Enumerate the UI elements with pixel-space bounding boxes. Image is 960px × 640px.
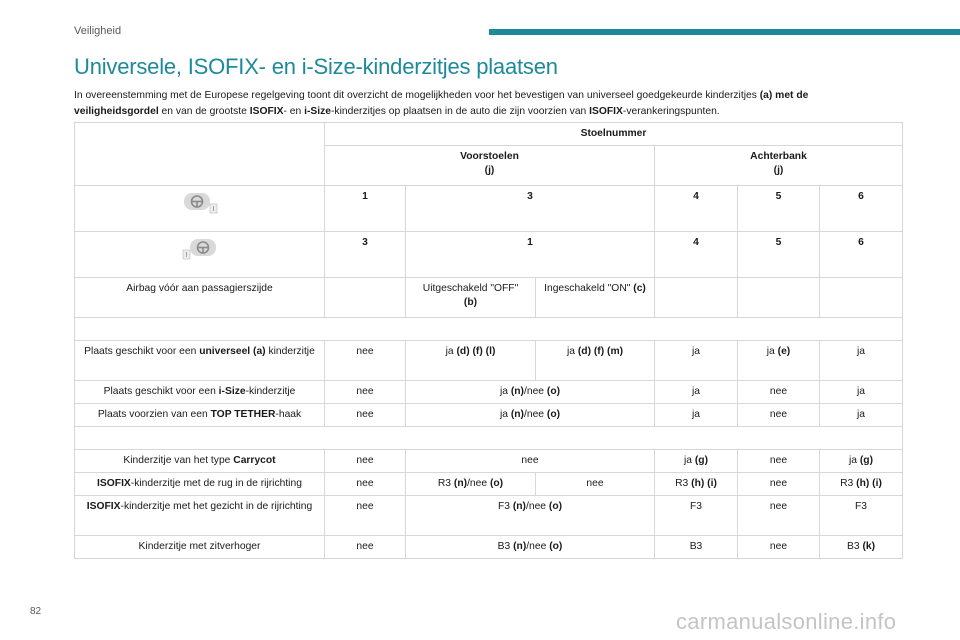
row-label	[75, 496, 325, 536]
front-seats-note: (j)	[484, 165, 495, 176]
intro-bold: i-Size	[304, 106, 331, 117]
cell-note: (n)	[512, 501, 526, 512]
watermark: carmanualsonline.info	[676, 609, 897, 634]
cell-value: /nee	[523, 409, 547, 420]
table-cell	[738, 341, 820, 381]
table-cell	[325, 278, 406, 318]
table-cell	[406, 536, 655, 559]
row-label-text: -kinderzitje	[245, 386, 296, 397]
row-label	[75, 341, 325, 381]
front-seats-header	[325, 146, 655, 186]
front-seats-label: Voorstoelen	[460, 151, 519, 162]
car-seat-left-icon	[182, 192, 218, 214]
row-label-text: -kinderzitje met de rug in de rijrichting	[130, 478, 302, 489]
table-cell: nee	[325, 341, 406, 381]
cell-value: ja	[683, 455, 695, 466]
row-label	[75, 404, 325, 427]
table-cell	[406, 404, 655, 427]
table-cell: F3	[820, 496, 903, 536]
airbag-on-note: (c)	[633, 283, 646, 294]
cell-note: (n)	[453, 478, 468, 489]
cell-note: (o)	[546, 409, 561, 420]
cell-note: (k)	[862, 541, 876, 552]
airbag-on-label: Ingeschakeld "ON"	[544, 283, 631, 294]
airbag-off-label: Uitgeschakeld "OFF"	[422, 283, 519, 294]
page-title: Universele, ISOFIX- en i-Size-kinderzitjes plaatsen	[74, 54, 558, 79]
cell-note: (d) (f) (m)	[577, 346, 624, 357]
config-icon-cell	[75, 232, 325, 278]
table-cell: ja	[820, 404, 903, 427]
section-label: Veiligheid	[74, 25, 122, 37]
table-cell	[406, 381, 655, 404]
row-label	[75, 473, 325, 496]
row-label-text: -haak	[275, 409, 302, 420]
table-cell	[536, 341, 655, 381]
airbag-off-note: (b)	[463, 297, 478, 308]
cell-value: F3	[497, 501, 513, 512]
seat-number: 4	[655, 186, 738, 232]
table-cell	[406, 341, 536, 381]
intro-text: -verankeringspunten.	[622, 106, 720, 117]
rear-bench-header	[655, 146, 903, 186]
cell-value: R3	[437, 478, 454, 489]
table-cell: nee	[325, 404, 406, 427]
table-cell: nee	[325, 536, 406, 559]
table-row	[75, 278, 903, 318]
airbag-off-cell	[406, 278, 536, 318]
table-row	[75, 381, 903, 404]
table-cell: nee	[325, 473, 406, 496]
table-cell	[820, 536, 903, 559]
intro-bold: ISOFIX	[249, 106, 284, 117]
table-cell: nee	[536, 473, 655, 496]
row-label-bold: i-Size	[218, 386, 246, 397]
seat-number-header: Stoelnummer	[325, 123, 903, 146]
table-cell: nee	[738, 450, 820, 473]
cell-value: ja	[499, 409, 511, 420]
table-row	[75, 232, 903, 278]
table-row	[75, 404, 903, 427]
row-label: Kinderzitje met zitverhoger	[75, 536, 325, 559]
table-separator	[75, 318, 903, 341]
separator-cell	[75, 427, 903, 450]
table-cell: nee	[325, 496, 406, 536]
car-seat-right-icon	[182, 238, 218, 260]
cell-value: /nee	[526, 541, 550, 552]
cell-value: ja	[445, 346, 454, 357]
cell-note: (o)	[549, 541, 563, 552]
row-label-bold: ISOFIX	[97, 478, 131, 489]
table-cell: ja	[655, 381, 738, 404]
table-cell: ja	[655, 404, 738, 427]
cell-value: ja	[566, 346, 575, 357]
table-cell	[738, 278, 820, 318]
table-cell: F3	[655, 496, 738, 536]
separator-cell	[75, 318, 903, 341]
cell-value: ja	[766, 346, 775, 357]
page-number: 82	[30, 606, 42, 617]
table-row	[75, 536, 903, 559]
row-label	[75, 381, 325, 404]
table-separator	[75, 427, 903, 450]
table-cell	[406, 473, 536, 496]
cell-note: (n)	[513, 541, 527, 552]
intro-paragraph	[74, 88, 894, 120]
seat-compatibility-table	[74, 122, 903, 559]
cell-note: (h) (i)	[856, 478, 882, 489]
cell-value: B3	[497, 541, 514, 552]
config-icon-cell	[75, 186, 325, 232]
seat-number: 4	[655, 232, 738, 278]
table-cell: ja	[820, 381, 903, 404]
cell-note: (e)	[777, 346, 791, 357]
cell-value: ja	[848, 455, 860, 466]
table-cell: nee	[738, 473, 820, 496]
row-label-bold: Carrycot	[233, 455, 276, 466]
seat-number: 6	[820, 232, 903, 278]
table-cell	[655, 473, 738, 496]
cell-note: (g)	[859, 455, 874, 466]
table-cell: nee	[406, 450, 655, 473]
row-label-bold: TOP TETHER	[210, 409, 276, 420]
table-cell: ja	[820, 341, 903, 381]
intro-text: -kinderzitjes op plaatsen in de auto die zijn voorzien van	[331, 106, 590, 117]
cell-note: (n)	[510, 409, 524, 420]
intro-text: en van de grootste	[158, 106, 250, 117]
table-cell: nee	[738, 496, 820, 536]
airbag-on-cell	[536, 278, 655, 318]
intro-text: - en	[283, 106, 305, 117]
table-cell: nee	[738, 536, 820, 559]
table-cell: nee	[325, 381, 406, 404]
table-cell	[820, 278, 903, 318]
row-label-text: Kinderzitje van het type	[123, 455, 234, 466]
row-label-text: Plaats voorzien van een	[97, 409, 211, 420]
table-cell: ja	[655, 341, 738, 381]
cell-value: R3	[675, 478, 692, 489]
row-label	[75, 450, 325, 473]
table-row	[75, 473, 903, 496]
cell-value: /nee	[467, 478, 490, 489]
row-label-bold: ISOFIX	[86, 501, 121, 512]
seat-number: 5	[738, 186, 820, 232]
cell-note: (d) (f) (l)	[456, 346, 496, 357]
row-label-text: Plaats geschikt voor een	[84, 346, 200, 357]
table-cell: nee	[738, 404, 820, 427]
cell-value: ja	[499, 386, 511, 397]
table-cell: nee	[325, 450, 406, 473]
cell-value: /nee	[523, 386, 547, 397]
cell-note: (g)	[694, 455, 709, 466]
airbag-label: Airbag vóór aan passagierszijde	[75, 278, 325, 318]
cell-note: (o)	[546, 386, 561, 397]
table-corner-cell	[75, 123, 325, 186]
seat-number: 1	[325, 186, 406, 232]
rear-bench-note: (j)	[773, 165, 784, 176]
cell-value: B3	[846, 541, 863, 552]
row-label-bold: universeel (a)	[199, 346, 266, 357]
seat-number: 1	[406, 232, 655, 278]
table-row	[75, 186, 903, 232]
table-row	[75, 450, 903, 473]
table-cell	[406, 496, 655, 536]
intro-bold: (a) met de veiligheidsgordel	[74, 90, 809, 117]
intro-text: In overeenstemming met de Europese regelgeving toont dit overzicht de mogelijkheden voor het bevestigen van universeel goedgekeurde kinderzitjes	[74, 90, 760, 101]
cell-note: (n)	[510, 386, 524, 397]
table-row	[75, 496, 903, 536]
row-label-text: -kinderzitje met het gezicht in de rijrichting	[120, 501, 313, 512]
seat-number: 3	[325, 232, 406, 278]
seat-number: 5	[738, 232, 820, 278]
row-label-text: kinderzitje	[265, 346, 315, 357]
rear-bench-label: Achterbank	[750, 151, 807, 162]
cell-value: /nee	[525, 501, 549, 512]
table-cell: nee	[738, 381, 820, 404]
row-label-text: Plaats geschikt voor een	[103, 386, 219, 397]
cell-value: R3	[840, 478, 857, 489]
cell-note: (h) (i)	[691, 478, 717, 489]
cell-note: (o)	[489, 478, 504, 489]
table-cell: B3	[655, 536, 738, 559]
table-cell	[820, 473, 903, 496]
table-cell	[655, 450, 738, 473]
table-row	[75, 123, 903, 146]
seat-number: 3	[406, 186, 655, 232]
intro-bold: ISOFIX	[589, 106, 623, 117]
table-cell	[655, 278, 738, 318]
cell-note: (o)	[548, 501, 563, 512]
table-cell	[820, 450, 903, 473]
table-row	[75, 341, 903, 381]
header-accent-bar	[489, 29, 960, 35]
seat-number: 6	[820, 186, 903, 232]
